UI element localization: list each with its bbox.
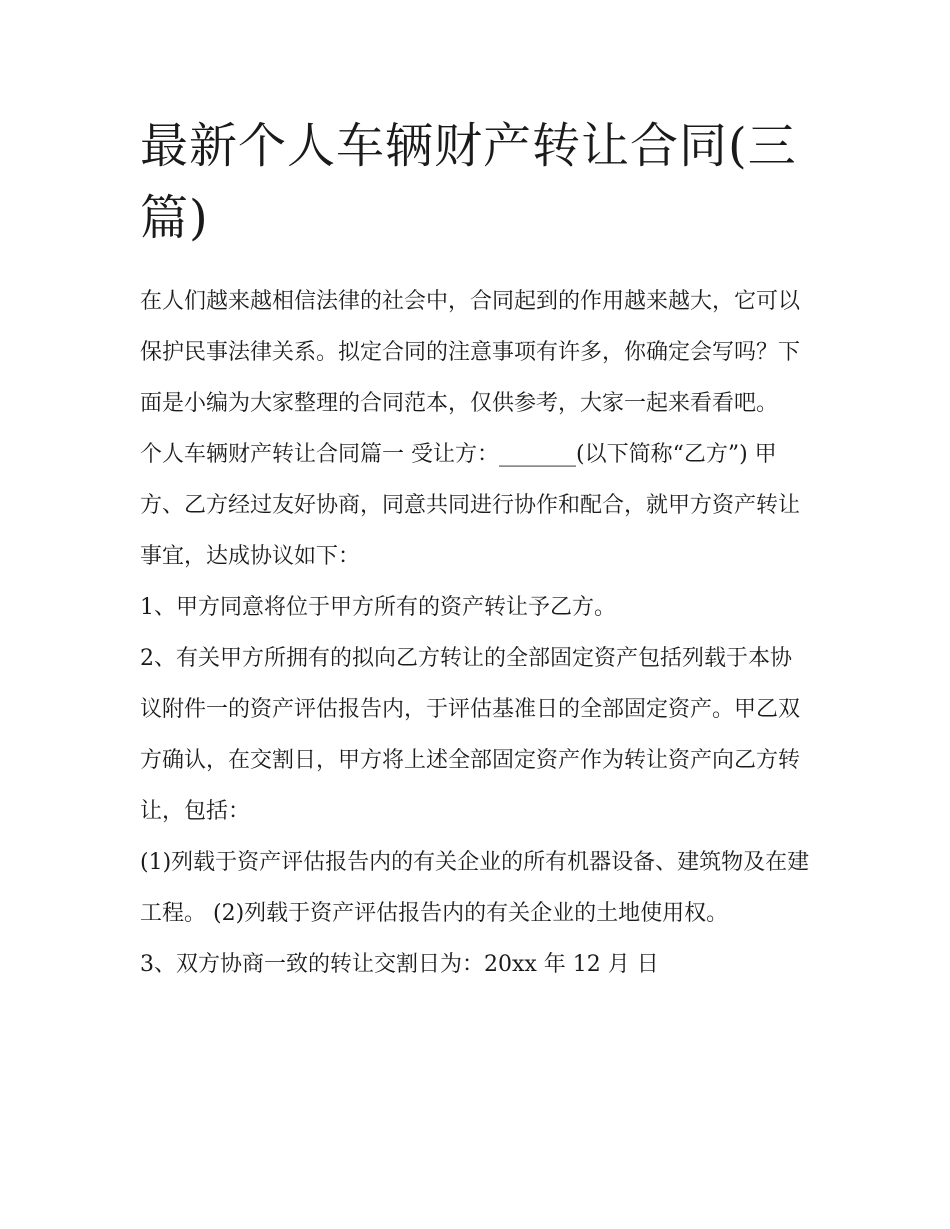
clause-2-items-paragraph: (1)列载于资产评估报告内的有关企业的所有机器设备、建筑物及在建工程。 (2)列载于资产评估报告内的有关企业的土地使用权。: [140, 850, 810, 926]
clause-2-paragraph: 2、有关甲方所拥有的拟向乙方转让的全部固定资产包括列载于本协议附件一的资产评估报告内，于评估基准日的全部固定资产。甲乙双方确认，在交割日，甲方将上述全部固定资产作为转让资产向乙方转让，包括：: [140, 646, 801, 824]
document-body: [140, 276, 812, 990]
intro-paragraph: 在人们越来越相信法律的社会中，合同起到的作用越来越大，它可以保护民事法律关系。拟定合同的注意事项有许多，你确定会写吗？下面是小编为大家整理的合同范本，仅供参考，大家一起来看看吧。: [140, 289, 801, 416]
clause-3-paragraph: 3、双方协商一致的转让交割日为：20xx 年 12 月 日: [140, 952, 659, 977]
contract-preamble-paragraph: 个人车辆财产转让合同篇一 受让方：_______(以下简称“乙方”) 甲方、乙方经过友好协商，同意共同进行协作和配合，就甲方资产转让事宜，达成协议如下：: [140, 442, 801, 569]
document-title: 最新个人车辆财产转让合同(三篇): [140, 118, 797, 246]
clause-1-paragraph: 1、甲方同意将位于甲方所有的资产转让予乙方。: [140, 595, 616, 620]
